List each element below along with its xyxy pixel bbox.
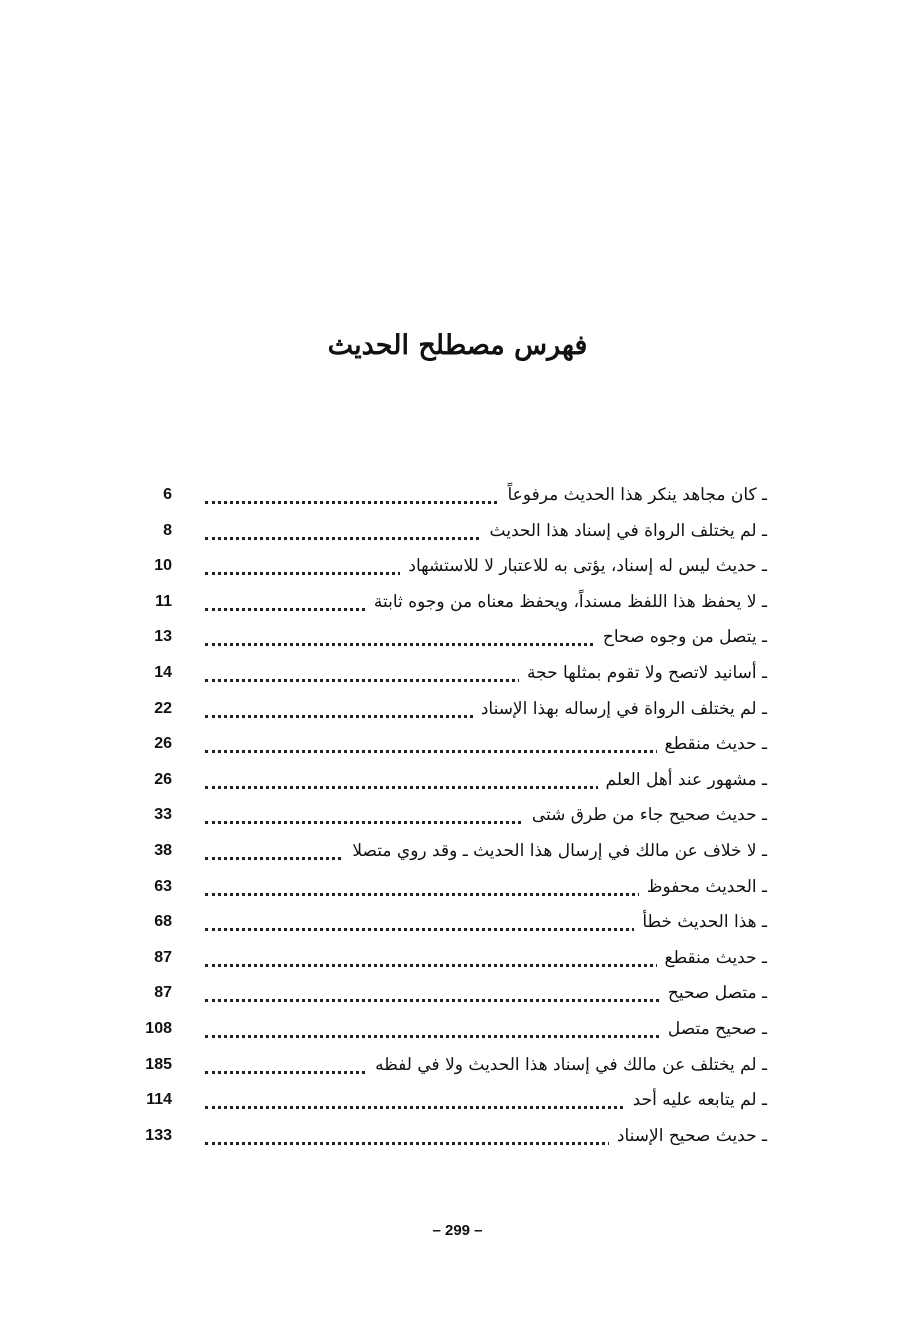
entry-term: ـ لم يتابعه عليه أحد bbox=[625, 1090, 767, 1110]
entry-page-number: 11 bbox=[155, 592, 172, 610]
entry-page-number: 8 bbox=[163, 521, 172, 539]
index-entry bbox=[0, 872, 915, 908]
page-title: فهرس مصطلح الحديث bbox=[327, 330, 588, 361]
entry-term: ـ هذا الحديث خطأ bbox=[634, 912, 767, 932]
index-entry bbox=[0, 1050, 915, 1086]
entry-page-number: 33 bbox=[154, 806, 172, 824]
entry-page-number: 38 bbox=[154, 842, 172, 859]
entry-term: ـ لم يختلف الرواة في إرساله بهذا الإسناد bbox=[473, 699, 767, 719]
index-entry bbox=[0, 978, 915, 1014]
index-entry bbox=[0, 480, 915, 516]
entry-page-number: 87 bbox=[154, 948, 172, 966]
entry-term: ـ حديث صحيح الإسناد bbox=[609, 1126, 767, 1146]
entry-term: ـ مشهور عند أهل العلم bbox=[598, 770, 768, 790]
entry-page-number: 185 bbox=[145, 1055, 172, 1073]
index-entry bbox=[0, 765, 915, 801]
index-entry bbox=[0, 943, 915, 979]
entry-page-number: 10 bbox=[154, 557, 172, 575]
entry-page-number: 6 bbox=[163, 486, 172, 503]
entry-term: ـ كان مجاهد ينكر هذا الحديث مرفوعاً bbox=[500, 485, 768, 505]
index-entry bbox=[0, 622, 915, 658]
entry-term: ـ حديث ليس له إسناد، يؤتى به للاعتبار لا للاستشهاد bbox=[400, 556, 767, 576]
entry-page-number: 26 bbox=[154, 770, 172, 788]
entry-page-number: 68 bbox=[154, 913, 172, 931]
index-entry bbox=[0, 1121, 915, 1157]
page-number: – 299 – bbox=[432, 1222, 483, 1239]
entry-term: ـ صحيح متصل bbox=[660, 1019, 767, 1039]
index-entry bbox=[0, 836, 915, 872]
index-entry bbox=[0, 587, 915, 623]
entry-page-number: 13 bbox=[154, 628, 172, 646]
entry-page-number: 63 bbox=[154, 877, 172, 895]
entry-page-number: 114 bbox=[146, 1091, 172, 1109]
index-entry bbox=[0, 907, 915, 943]
index-entry bbox=[0, 694, 915, 730]
entry-page-number: 26 bbox=[154, 735, 172, 753]
entry-term: ـ حديث منقطع bbox=[657, 948, 767, 968]
entry-term: ـ لا يحفظ هذا اللفظ مسنداً، ويحفظ معناه من وجوه ثابتة bbox=[366, 592, 767, 612]
entry-term: ـ يتصل من وجوه صحاح bbox=[595, 627, 767, 647]
entry-page-number: 22 bbox=[154, 699, 172, 717]
entry-term: ـ حديث صحيح جاء من طرق شتى bbox=[524, 805, 767, 825]
index-entry bbox=[0, 800, 915, 836]
index-entry bbox=[0, 1014, 915, 1050]
entry-term: ـ لا خلاف عن مالك في إرسال هذا الحديث ـ وقد روي متصلا bbox=[344, 841, 767, 861]
entry-page-number: 14 bbox=[154, 664, 172, 681]
entry-page-number: 87 bbox=[154, 984, 172, 1002]
index-entry bbox=[0, 551, 915, 587]
entry-term: ـ متصل صحيح bbox=[660, 983, 767, 1003]
index-entry bbox=[0, 516, 915, 552]
entry-term: ـ لم يختلف عن مالك في إسناد هذا الحديث ولا في لفظه bbox=[367, 1055, 767, 1075]
entry-term: ـ أسانيد لاتصح ولا تقوم بمثلها حجة bbox=[519, 663, 767, 683]
entry-term: ـ حديث منقطع bbox=[657, 734, 767, 754]
entry-term: ـ الحديث محفوظ bbox=[639, 877, 767, 897]
entry-page-number: 133 bbox=[145, 1126, 172, 1144]
index-entry bbox=[0, 658, 915, 694]
entry-term: ـ لم يختلف الرواة في إسناد هذا الحديث bbox=[482, 521, 767, 541]
index-entry bbox=[0, 1085, 915, 1121]
index-entry bbox=[0, 729, 915, 765]
entry-page-number: 108 bbox=[145, 1020, 172, 1037]
